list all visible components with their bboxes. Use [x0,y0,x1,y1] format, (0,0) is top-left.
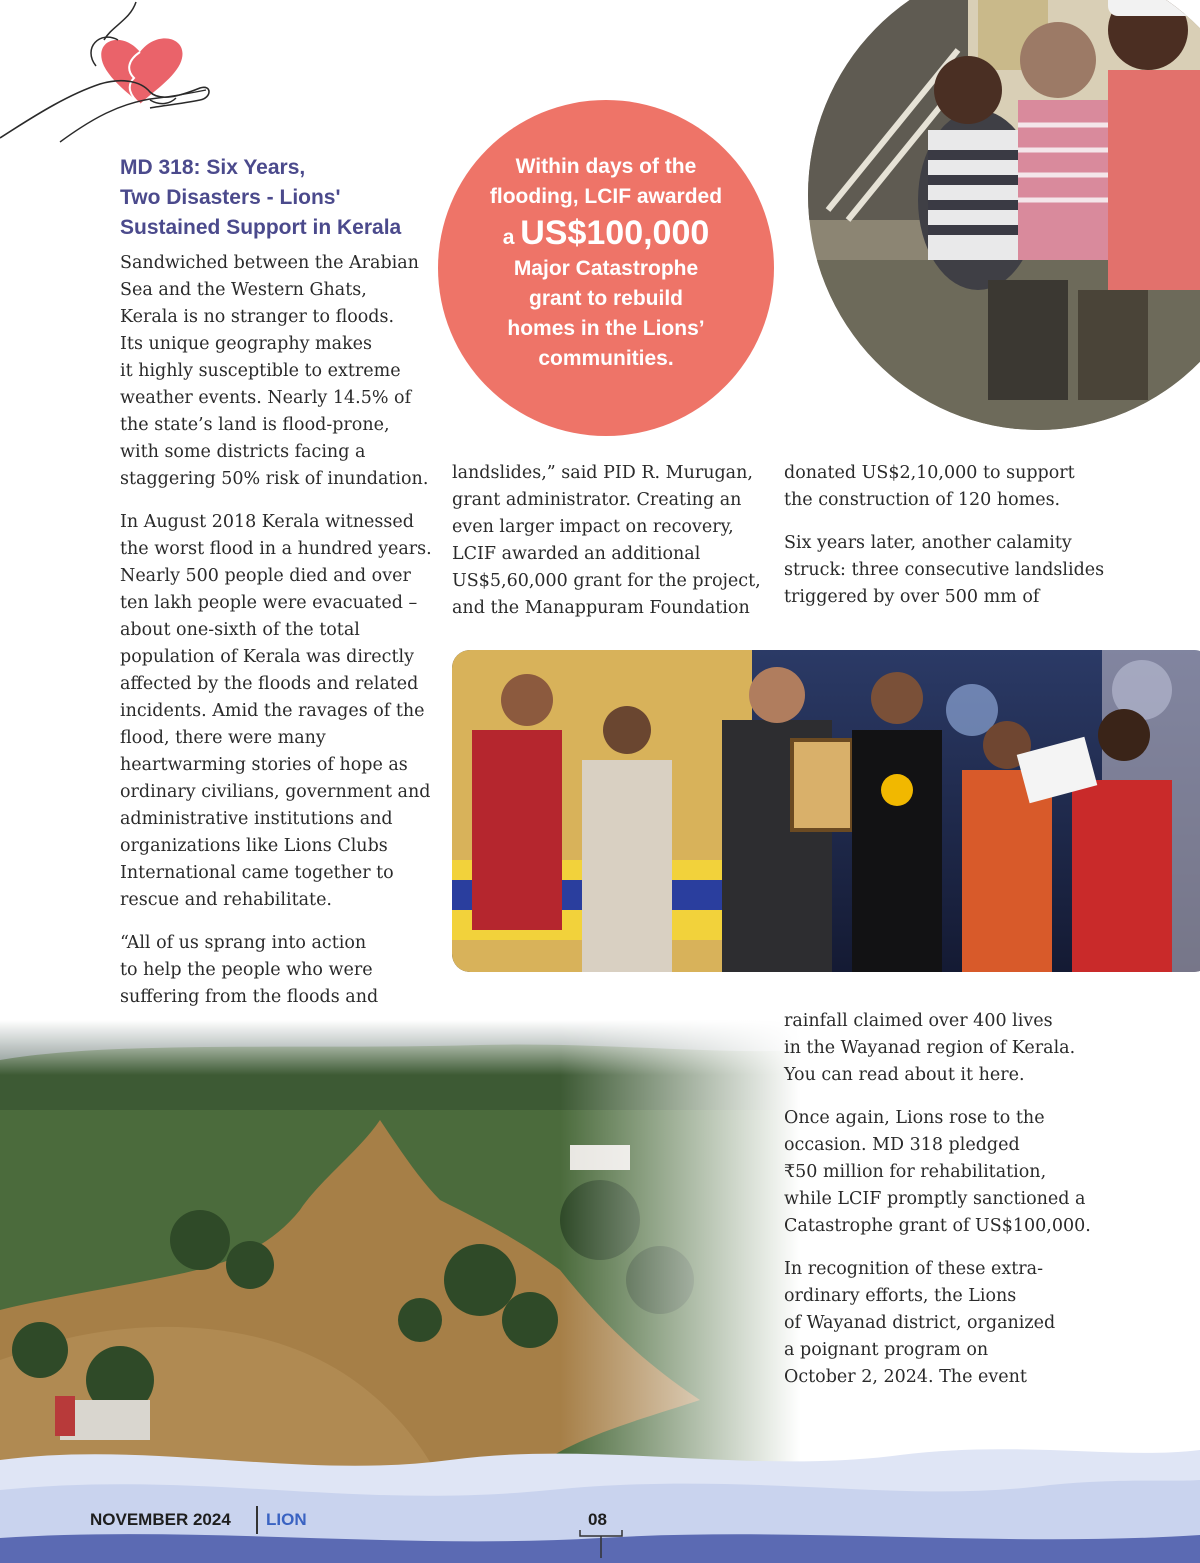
callout-circle: Within days of the flooding, LCIF awarded a US$100,000 Major Catastrophe grant to rebuild homes in the Lions’ communities. [438,100,774,436]
col2-paragraph-1: landslides,” said PID R. Murugan, grant administrator. Creating an even larger impact on recovery, LCIF awarded an additional US$5,60,000 grant for the project, and the Manappuram Foundation [452,463,761,618]
col3-paragraph-1: donated US$2,10,000 to support the construction of 120 homes. [784,463,1075,510]
column-2 [452,460,762,638]
col1-paragraph-3: “All of us sprang into action to help the people who were suffering from the floods and [120,933,379,1007]
footer-month: NOVEMBER 2024 [90,1510,231,1529]
page-number-bracket [578,1528,624,1558]
column-1 [120,250,432,1027]
rescue-photo [808,0,1200,430]
flood-aerial-photo [0,1020,800,1480]
col3-paragraph-5: In recognition of these extra- ordinary efforts, the Lions of Wayanad district, organized a poignant program on October 2, 2024. The event [784,1259,1056,1387]
award-ceremony-photo [452,650,1200,972]
col3-paragraph-4: Once again, Lions rose to the occasion. MD 318 pledged ₹50 million for rehabilitation, while LCIF promptly sanctioned a Catastrophe grant of US$100,000. [784,1108,1091,1236]
footer-magazine: LION [266,1510,307,1529]
callout-amount: US$100,000 [520,214,710,252]
footer-issue [90,1510,231,1530]
heart-in-hand-icon [0,0,215,150]
col3-paragraph-2: Six years later, another calamity struck: three consecutive landslides triggered by over 500 mm of [784,533,1105,607]
page-number: 08 [588,1510,607,1529]
col3-paragraph-3: rainfall claimed over 400 lives in the Wayanad region of Kerala. You can read about it here. [784,1011,1076,1085]
col1-paragraph-2: In August 2018 Kerala witnessed the worst flood in a hundred years. Nearly 500 people died and over ten lakh people were evacuated – about one-sixth of the total population of Kerala was directly affected by the floods and related incidents. Amid the ravages of the flood, there were many heartwarming stories of hope as ordinary civilians, government and administrative institutions and organizations like Lions Clubs International came together to rescue and rehabilitate. [120,512,432,910]
footer-divider [256,1506,258,1534]
article-title: MD 318: Six Years, Two Disasters - Lions' Sustained Support in Kerala [120,156,402,239]
col1-paragraph-1: Sandwiched between the Arabian Sea and the Western Ghats, Kerala is no stranger to floods. Its unique geography makes it highly susceptible to extreme weather events. Nearly 14.5% of the state’s land is flood-prone, with some districts facing a staggering 50% risk of inundation. [120,253,429,489]
column-3-bottom [784,1008,1114,1407]
column-3-top [784,460,1114,627]
